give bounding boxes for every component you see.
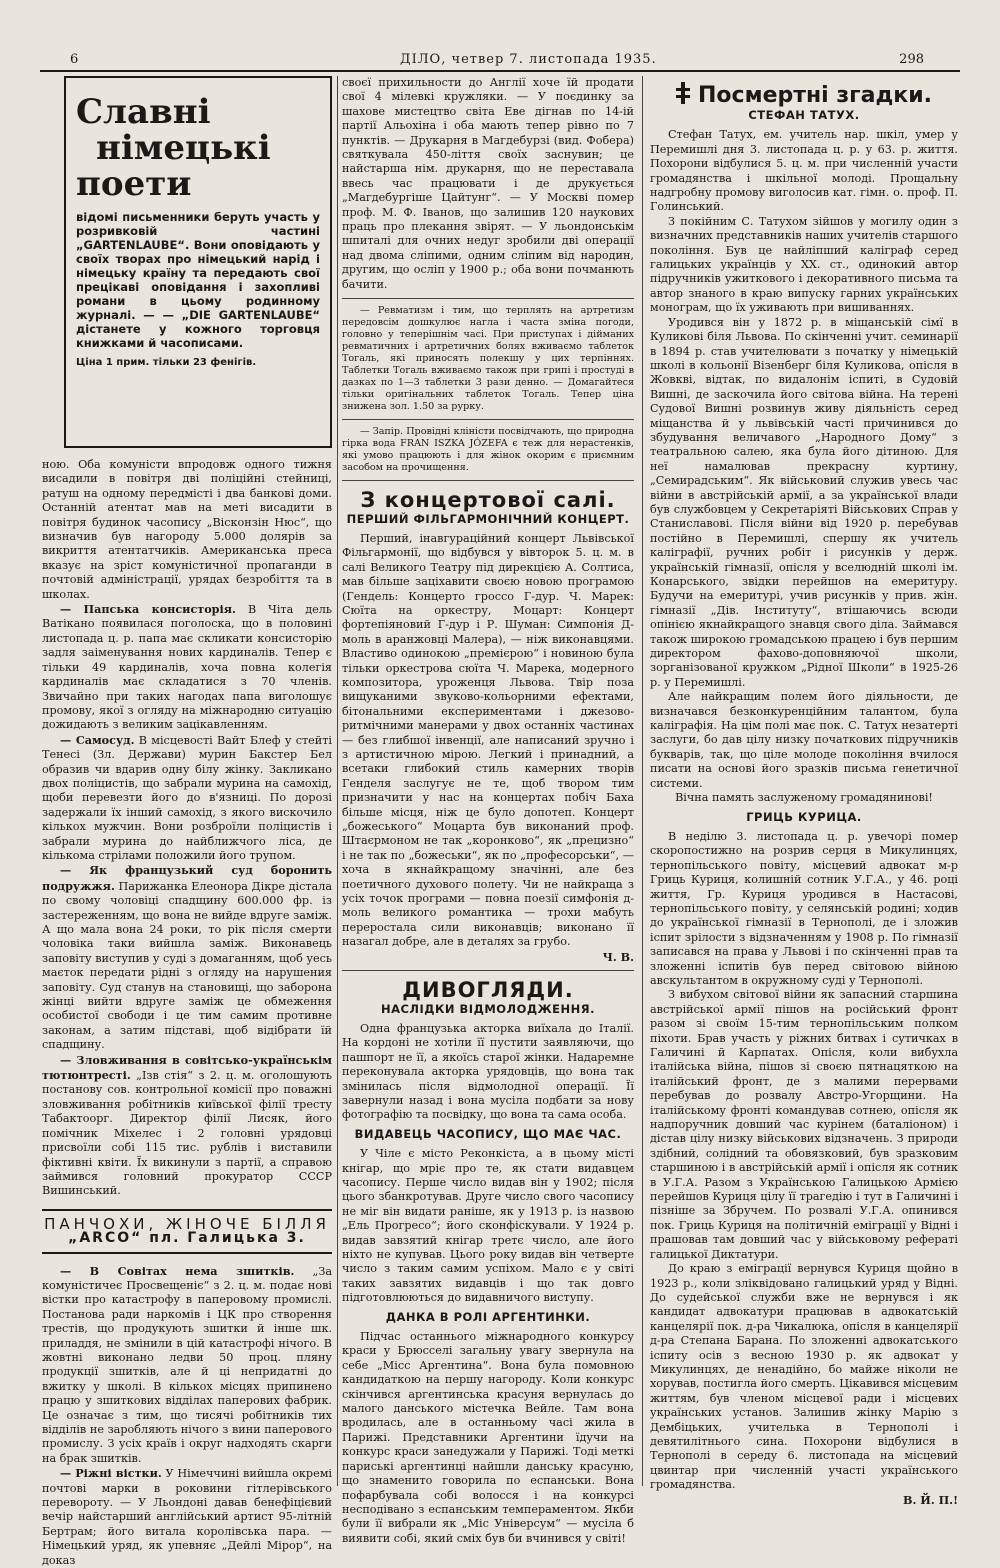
curiosity-subtitle: ВИДАВЕЦЬ ЧАСОПИСУ, ЩО МАЄ ЧАС. <box>354 1126 622 1141</box>
news-body: В місцевості Вайт Блеф у стейті Тенесі (Зл. Держави) мурин Бакстер Бел образив чи вдарив одну білу жінку. Закликано двох поліцистів, що забрали мурина на самохід, щоби перевезти його до в'язниці. По дорозі задержали їх інший самохід, з якого вискочило кількох мужчин. Вони розброїли поліцистів і забрали мурина до найближчого ліса, де кількома стрілами положили його трупом. <box>42 733 332 862</box>
cross-icon <box>676 82 690 104</box>
concert-review: Перший, інавгураційний концерт Львівської Фільгармонії, що відбувся у вівторок 5. ц. м. в салі Великого Театру під дирекцією А. Солтиса, мав більше заціхавити своєю новою програмою (Гендель: Концерто гроссо Г-дур. Ч. Марек: Сюїта на оркестру, Моцарт: Концерт фортепіяновий Г-дур і Р. Шуман: Симпонія Д-моль в аранжовці Малера), — ніж виконавцями. Властиво одинокою „премієрою“ і новиною була тільки оркестрова сюїта Ч. Марека, модерного композитора, уроженця Львова. Твір поза вищуканими звуково-кольорними ефектами, бітональними експериментами і джезово-ритмічними манерами у двох останніх частинах — без глибшої інвенції, але написаний зручно і з артистичною мірою. Легкий і принадний, а всетаки глибокий стиль камерних творів Генделя заслугує не те, щоб твором тим призначити у нас на концертах побіч Баха більше місця, ніж це було допотеп. Концерт „божеського“ Моцарта був виконаний проф. Штаєрмоном не так „коронково“, як „прецизно“ і не так по „божеськи“, як по „професорськи“, — хоча в якнайкращому значінні, але без поетичного духового полету. Чи не найкраща з усіх точок програми — повна поезії симфонія д-моль великого романтика — трохи мабуть переростала сили виконавців; виконано її назагал добре, але в деталях за грубо. <box>342 531 634 949</box>
news-body: Парижанка Елеонора Дікре дістала по свому чоловіці спадщину 600.000 фр. із застереженням, що вона не вийде вдруге заміж. А що мала вона 24 роки, то рік після смерти чоловіка таки вийшла заміж. Виконавець заповіту виступив у суді з домаганням, щоб уесь маєток передати рідні з огляду на нарушения заповіту. Суд станув на становищі, що заборона жінці вийти вдруге заміж це обмеження особистої свободи і це тим самим противне законам, а затим підставі, щоб відібрати їй спадщину. <box>42 879 332 1052</box>
franz-josef-ad: — Запір. Провідні кліністи посвідчають, що природна гірка вода FRAN ISZKA JÓZEFA є теж для нерастенків, які умово працюють і для жінок окорим є приємним засобом на прочищення. <box>342 426 634 474</box>
separator <box>342 970 634 971</box>
news-body: У Німеччині вийшла окремі почтові марки в роковини гітлерівського перевороту. — У Льондоні давав бенефіцієвий вечір найстарший англійський артист 95-літній Бертрам; його витала королівська пара. — Німецький уряд, як упевняє „Дейлі Мірор“, на доказ <box>42 1467 332 1567</box>
article-text: ною. Оба комуністи впродовж одного тижня висадили в повітря дві поліційні стейниці, ратуш на одному передмісті і два банкові доми. Останній атентат мав на меті висадити в повітря будинок часопису „Вісконзін Нюс“, що визначив був нагороду 5.000 долярів за викриття атентатчиків. Американська преса вказує на зріст комуністичної пропаганди в почтовій адміністрації, урядах безробіття та в школах. <box>42 458 332 601</box>
column-divider <box>642 76 643 1486</box>
issue-number: 298 <box>899 52 924 67</box>
curiosity-text: У Чіле є місто Реконкіста, а в цьому місті кнігар, що мріє про те, як стати видавцем часопису. Перше число видав він у 1902; після цього збанкротував. Друге число свого часопису не міг він видати раніше, як у 1913 р. із назвою „Ель Прогресо“; його сконфіскували. У 1924 р. видав завзятий кнігар третє число, але його ніхто не купував. Цього року видав він четверте число з таким самим успіхом. Мало є у світі таких завзятих видавців і що так довго підготовлюються до видавничого виступу. <box>342 1147 634 1305</box>
header-rule <box>40 70 960 72</box>
news-heading: — Самосуд. <box>60 732 135 747</box>
news-heading: — Ріжні вістки. <box>60 1466 162 1481</box>
ad-title-line-3: поети <box>76 164 192 204</box>
curiosity-subtitle: ДАНКА В РОЛІ АРГЕНТИНКИ. <box>385 1309 591 1324</box>
news-item <box>42 602 332 733</box>
obituary-text: З вибухом світової війни як запасний старшина австрійської армії пішов на російський фронт разом зі своїм 15-тим тернопільським полком піхоти. Брав участь у ріжних битвах і сутичках в Галичині й Карпатах. Опісля, коли вибухла італійська війна, пішов зі своєю пятнацяткою на італійський фронт, де з малими перервами перебував до розвалу Австро-Угорщини. На італійському фронті командував сотнею, опісля як надпоручник довший час курінем (баталіоном) і дістав цілу низку військових відзначень. З природи здібний, солідний та обовязковий, був зразковим старшиною і в австрійській армії і опісля як сотник в У.Г.А. Разом з Українською Галицькою Армією перейшов Куриця цілу її трагедію і тут в Галичині і пізніше за Збручем. По розвалі У.Г.А. опинився пок. Гриць Куриця на політичній еміграції у Відні і прашовав там довший час у військовому рефераті галицької Диктатури. <box>650 988 958 1261</box>
news-body: „Ізв стія“ з 2. ц. м. оголошують постанову сов. контрольної комісії про поважні зловживання робітників київської філії тресту Табактоорг. Директор філії Лисяк, його помічник Міхелес і 2 головні урядовці присвоїли собі 115 тис. рублів і виставили фіктивні квіти. Їх викинули з партії, а справою займився головний прокуратор СССР Вишинський. <box>42 1069 332 1198</box>
news-heading: — Зловживання в совітсько-українськім тютюнтресті. <box>42 1052 332 1083</box>
arco-ad <box>42 1209 332 1254</box>
obituaries-title-text: Посмертні згадки. <box>698 83 932 108</box>
ad-title-line-2: німецькі <box>96 128 271 168</box>
column-1 <box>42 76 332 1567</box>
obituary-text: До краю з еміграції вернувся Куриця щойно в 1923 р., коли зліквідовано галицький уряд у Відні. До судейської служби вже не вернувся і як кандидат адвокатури працював в адвокатській канцелярії пок. д-ра Чикалюка, опісля в канцелярії д-ра Степана Барана. По зложенні адвокатського іспиту осів з весною 1930 р. як адвокат у Микулинцях, де ненадійно, бо майже ніколи не хорував, постигла його смерть. Цікавився місцевим життям, був членом місцевої ради і місцевих українських установ. Залишив жінку Марію з Дембіцьких, учителька в Тернополі і девятилітнього сина. Похорони відбулися в Тернополі в середу 6. листопада на місцевий цвинтар при численній участі українського громадянства. <box>650 1262 958 1492</box>
ad-title-line-1: Славні <box>76 92 211 132</box>
concert-section-title: З концертової салі. <box>360 488 616 513</box>
gartenlaube-ad <box>64 76 332 448</box>
column-divider <box>337 76 338 1486</box>
curiosity-subtitle: НАСЛІДКИ ВІДМОЛОДЖЕННЯ. <box>380 1001 596 1016</box>
separator <box>342 298 634 299</box>
news-item <box>42 733 332 864</box>
news-body: „За комуністичеє Просвещеніє“ з 2. ц. м. подає нові вістки про катастрофу в паперовому промислі. Постанова ради наркомів і ЦК про створення трестів, що продукують зшитки й інше шк. приладдя, не змінили в цій катастрофі нічого. В жовтні виконано ледви 50 проц. пляну продукції зшитків, але й ці непридатні до вжитку у школі. В кількох місцях припинено працю у зшиткових відділах паперових фабрик. Це означає з тим, що тисячі робітників тих відділів не заробляють нічого з вини паперового промислу. З усіх країв і округ надходять скарги на брак зшитків. <box>42 1264 332 1465</box>
news-heading: — Як французький суд боронить подружжя. <box>42 863 332 893</box>
ad-price: Ціна 1 прим. тільки 23 фенігів. <box>76 357 257 368</box>
news-item <box>42 1466 332 1568</box>
concert-signature: Ч. В. <box>602 949 634 964</box>
concert-subtitle: ПЕРШИЙ ФІЛЬГАРМОНІЧНИЙ КОНЦЕРТ. <box>346 511 630 526</box>
obituary-name: ГРИЦЬ КУРИЦА. <box>746 809 862 824</box>
obituary-text: В неділю 3. листопада ц. р. увечорі помер скоропостижно на розрив серця в Микулинцях, тернопільського повіту, місцевий адвокат м-р Гриць Куриця, колишній сотник У.Г.А., у 46. році життя, Гр. Куриця уродився в Настасові, тернопільського повіту, у селянській родині; ходив до української гімназії в Тернополі, де і зложив іспит зрілости з відзначенням у 1908 р. По гімназії записався на права у Львові і по скінченні прав та зложенні іспитів був перед світовою війною авскультантом в окружному суді у Тернополі. <box>650 829 958 987</box>
obituary-closing: Вічна память заслуженому громадянинові! <box>675 791 933 805</box>
obituary-text: Стефан Татух, ем. учитель нар. шкіл, умер у Перемишлі дня 3. листопада ц. р. у 63. р. життя. Похорони відбулися 5. ц. м. при численній участи громадянства і шкільної молоді. Прощальну надгробну промову виголосив кат. гімн. о. проф. П. Голинський. <box>650 128 958 214</box>
curiosity-text: Підчас останнього міжнародного конкурсу краси у Брюсселі загальну увагу звернула на себе „Місс Аргентина“. Вона була помовною кандидаткою на першу нагороду. Коли конкурс скінчився аргентинська красуня вернулась до малого данського містечка Вейле. Там вона вродилась, але в останньому часі жила в Парижі. Представники Аргентини їдучи на конкурс краси занедужали у Парижі. Тоді меткі париські аргентинці найшли данську красуню, що знаменито говорила по еспанськи. Вона пофарбувала собі волосся і на конкурсі несподівано з еспанським темпераментом. Якби були її вибрали як „Міс Універсум“ — мусіла б виявити собі, який сміх був би вчинився у світі! <box>342 1330 634 1545</box>
obituary-text: Уродився він у 1872 р. в міщанській сімї в Куликові біля Львова. По скінченні учит. семинарії в 1894 р. став учителювати з початку у німецькій школі в кольонії Візенберг біля Куликова, опісля в Жовкві, відтак, по видалонім іспиті, в Судовій Вишні, де заскочила його світова війна. На терені Судової Вишні розвинув живу діяльність серед міщанства й у львівській часті причинився до збудування величавого „Народного Дому“ з театральною салею, яка була його дітиною. Для неї намалював прекрасну куртину, „Семирадським“. Як військовий служив увесь час війни в австрійській армії, а за української влади був службовцем у Секретаріяті Військових Справ у Станиславові. Після війни від 1920 р. перебував постійно в Перемишлі, спершу як учитель каліграфії, ручних робіт і рисунків у держ. українській гімназії, опісля у вселюдній школі ім. Конарського, звідки перейшов на емеритуру. Будучи на емеритурі, учив рисунків у прив. жін. гімназії „Дів. Інституту“, втішаючись всюди опінією якнайкращого знавця свого діла. Займався також широкою громадською працею і був першим директором фахово-доповняючої школи, зорганізованої кружком „Рідної Школи“ в 1925-26 р. у Перемишлі. <box>650 315 958 689</box>
news-heading: — В Совітах нема зшитків. <box>60 1263 295 1278</box>
news-item <box>42 1264 332 1467</box>
news-item <box>42 863 332 1052</box>
news-heading: — Папська консисторія. <box>60 602 236 617</box>
obituary-name: СТЕФАН ТАТУХ. <box>748 108 860 122</box>
obituary-text: Але найкращим полем його діяльности, де визначався безконкуренційним талантом, була каліграфія. На цім полі має пок. С. Татух незатерті заслуги, бо дав цілу низку початкових підручників букварів, так, що ціле молоде покоління вчилося писати на основі його зразків письма генетичної системи. <box>650 690 958 790</box>
ad-body: відомі письменники беруть участь у розривковій частині „GARTENLAUBE“. Вони оповідають у своїх творах про німецький нарід і німецьку країну та передають свої прецікаві оповідання і захопливі романи в цьому родинному журналі. — — „DIE GARTENLAUBE“ дістанете у кожного торговця книжками й часописами. <box>76 210 320 350</box>
column-2 <box>342 76 634 1545</box>
article-text: своєї прихильности до Англії хоче їй продати свої 4 мілевкі кружляки. — У поєдинку за шахове мистецтво світа Еве дігнав по 14-ій партії Альохіна і оба мають тепер рівно по 7 пунктів. — Друкарня в Магдебурзі (вид. Фобера) святкувала 450-ліття своїх заснувин; це найстарша нім. друкарня, що не переставала ввесь час працювати і де друкується „Магдебургіше Цайтунг“. — У Москві помер проф. М. Ф. Іванов, що залишив 120 наукових праць про плекання звірят. — У льондонськім шпиталі для очних недуг зробили дві операції над двома сліпими, одним сліпим від народин, другим, що осліп у 1900 р.; оба вони почманють бачити. <box>342 76 634 291</box>
separator <box>342 480 634 481</box>
page-header <box>40 52 960 72</box>
curiosities-section-title: ДИВОГЛЯДИ. <box>402 978 574 1003</box>
separator <box>342 419 634 420</box>
obituary-signature: В. Й. П.! <box>903 1492 958 1507</box>
news-body: В Чіта дель Ватікано появилася поголоска, що в половині листопада ц. р. папа має скликати консисторію задля заіменування нових кардиналів. Тепер є тільки 49 кардиналів, хоча повна колегія кардиналів має складатися з 70 членів. Звичайно при таких нагодах папа виголошує промову, якої з огляду на міжнародню ситуацію дожидають з великим зацікавленням. <box>42 603 332 732</box>
page-number: 6 <box>70 52 79 67</box>
obituaries-title <box>650 82 958 108</box>
obituary-text: З покійним С. Татухом зійшов у могилу один з визначних представників наших учителів старшого покоління. Був це найліпший каліграф серед галицьких українців у XX. ст., одинокий автор підручників ужиткового і декоративного письма та автор знаного в краю випуску гарних українських монограм, що їх уживають при вишиваннях. <box>650 214 958 315</box>
curiosity-text: Одна французька акторка виїхала до Італії. На кордоні не хотіли її пустити заявляючи, що пашпорт не її, а якоїсь старої жінки. Надаремне переконувала акторка урядовців, що вона так змінилась після відмолодної операції. Її завернули назад і вона мусіла подбати за нову фотографію та посвідку, що вона та сама особа. <box>342 1021 634 1122</box>
column-3 <box>650 76 958 1507</box>
masthead: ДІЛО, четвер 7. листопада 1935. <box>400 52 657 67</box>
arco-ad-line-1: ПАНЧОХИ, ЖІНОЧЕ БІЛЛЯ <box>44 1214 330 1233</box>
arco-ad-line-2: „ARCO“ пл. Галицька 3. <box>68 1230 306 1247</box>
togal-ad: — Ревматизм і тим, що терплять на артретизм передовсім дошкулює нагла і часта зміна погоди, головно у теперішнім часі. При приступах і дійманих ревматичних і артретичних болях вживаємо таблеток Тогаль, які приносять полекшу у цих терпіннях. Таблетки Тогаль вживаємо також при грипі і простуді в дазках по 1—3 таблетки 3 рази денно. — Домагайтеся тільки оригінальних таблеток Тогаль. Тепер ціна знижена зол. 1.50 за рурку. <box>342 305 634 413</box>
news-item <box>42 1053 332 1199</box>
